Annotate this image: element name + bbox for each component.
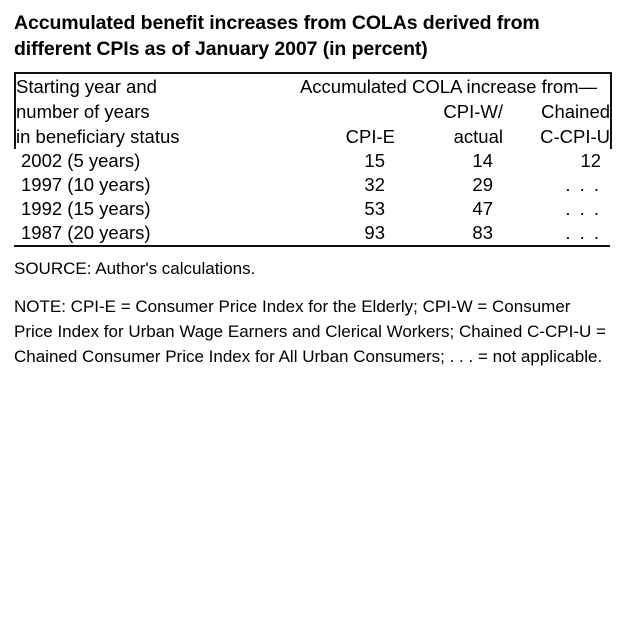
page-title: Accumulated benefit increases from COLAs derived from different CPIs as of January 2007 (in percent) — [14, 12, 540, 60]
general-note: NOTE: CPI-E = Consumer Price Index for the Elderly; CPI-W = Consumer Price Index for Urban Wage Earners and Clerical Workers; Chained C-CPI-U = Chained Consumer Price Index for All Urban Consumers; . . . = not applicable. — [14, 297, 606, 366]
table-row — [15, 173, 611, 197]
table-header-row-span — [15, 73, 611, 99]
column-header-ccpiu-line1: Chained — [541, 101, 611, 122]
column-header-ccpiu-line2: C-CPI-U — [540, 126, 611, 147]
row-label: 1987 (20 years) — [21, 222, 151, 243]
table-notes — [14, 247, 610, 369]
row-value-cpie: 53 — [364, 198, 385, 219]
column-header-cpiw-line1: CPI-W/ — [443, 101, 503, 122]
column-header-cpiw — [395, 99, 503, 149]
table-row — [15, 197, 611, 221]
row-label: 1997 (10 years) — [21, 174, 151, 195]
row-value-ccpiu: . . . — [565, 174, 602, 195]
source-note: SOURCE: Author's calculations. — [14, 259, 256, 278]
row-value-cpie: 32 — [364, 174, 385, 195]
column-header-cpiw-line2: actual — [453, 126, 503, 147]
row-value-cpiw: 29 — [472, 174, 493, 195]
row-value-ccpiu: . . . — [565, 222, 602, 243]
row-value-cpiw: 83 — [472, 222, 493, 243]
stub-header-line-1: Starting year and — [16, 76, 157, 97]
row-value-cpiw: 14 — [472, 150, 493, 171]
stub-header — [15, 73, 287, 149]
row-value-ccpiu: . . . — [565, 198, 602, 219]
row-value-cpiw: 47 — [472, 198, 493, 219]
column-header-cpie-label: CPI-E — [345, 126, 395, 147]
column-header-ccpiu — [503, 99, 611, 149]
row-label: 1992 (15 years) — [21, 198, 151, 219]
column-header-cpie — [287, 99, 395, 149]
stub-header-line-3: in beneficiary status — [16, 126, 180, 147]
row-value-cpie: 15 — [364, 150, 385, 171]
row-value-ccpiu: 12 — [580, 150, 602, 171]
data-table — [14, 72, 612, 245]
table-row — [15, 149, 611, 173]
span-header: Accumulated COLA increase from— — [287, 73, 611, 99]
row-label: 2002 (5 years) — [21, 150, 141, 171]
stub-header-line-2: number of years — [16, 101, 150, 122]
table-row — [15, 221, 611, 245]
row-value-cpie: 93 — [364, 222, 385, 243]
